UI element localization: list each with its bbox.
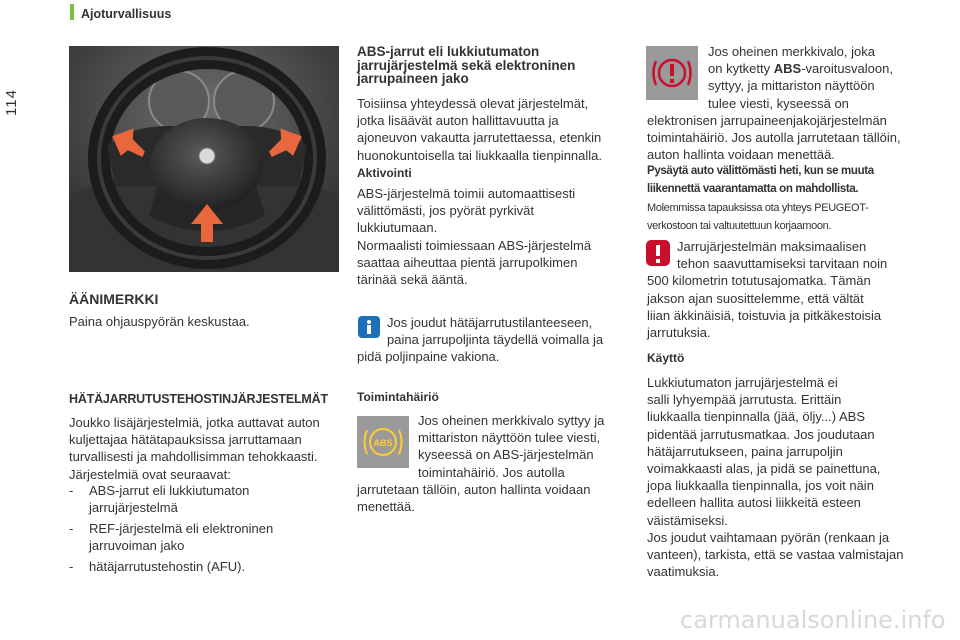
system-list-item: - REF-järjestelmä eli elektroninen jarruvoiman jako [69,521,274,554]
emergency-intro: Joukko lisäjärjestelmiä, jotka auttavat auton kuljettajaa hätätapauksissa jarruttamaan turvallisesti ja mahdollisimman tehokkaasti. Järjestelmiä ovat seuraavat: [69,415,320,482]
steering-wheel-photo [69,46,339,272]
svg-text:ABS: ABS [373,438,393,448]
horn-text: Paina ohjauspyörän keskustaa. [69,314,250,329]
page-number: 114 [3,89,20,116]
horn-heading: ÄÄNIMERKKI [69,291,159,307]
activation-text: ABS-järjestelmä toimii automaattisesti välittömästi, jos pyörät pyrkivät lukkiutumaan. Normaalisti toimiessaan ABS-järjestelmä saattaa aiheuttaa pientä jarrupolkimen tärinää sekä ääntä. [357,186,592,288]
info-note: Jos joudut hätäjarrutustilanteeseen, paina jarrupoljinta täydellä voimalla ja pidä poljinpaine vakiona. [357,315,604,365]
brake-warning-text: Jos oheinen merkkivalo, joka on kytketty ABS-varoitusvaloon, syttyy, ja mittariston näyttöön tulee viesti, kyseessä on elektronisen jarrupaineenjakojärjestelmän toimintahäiriö. Jos autolla jarrutetaan tällöin, auton hallinta voidaan menettää. Pysäytä auto välittömästi heti, kun se muuta liikennettä vaarantamatta on mahdollista. Molemmissa tapauksissa ota yhteys PEUGEOT- verkostoon tai valtuutettuun korjaamoon. [647,44,901,232]
fault-heading: Toimintahäiriö [357,390,439,404]
system-list-item: - hätäjarrutustehostin (AFU). [69,559,246,574]
abs-section-heading: ABS-jarrut eli lukkiutumaton jarrujärjestelmä sekä elektroninen jarrupaineen jako [357,44,576,86]
section-accent-bar [70,4,74,20]
usage-text: Lukkiutumaton jarrujärjestelmä ei salli lyhyempää jarrutusta. Erittäin liukkaalla tienpinnalla (jää, öljy...) ABS pidentää jarrutusmatkaa. Jos joudutaan hätäjarrutukseen, paina jarrupoljin voimakkaasti alas, ja pidä se painettuna, jopa liukkaalla tienpinnalla, jos voit näin edelleen hallita autosi liikkeitä esteen väistämiseksi. Jos joudut vaihtamaan pyörän (renkaan ja vanteen), tarkista, että se vastaa valmistajan vaatimuksia. [647,375,904,580]
watermark: carmanualsonline.info [680,606,946,634]
caution-text: Jarrujärjestelmän maksimaalisen tehon saavuttamiseksi tarvitaan noin 500 kilometrin totutusajomatka. Tämän jakson ajan suosittelemme, että vältät liian äkkinäisiä, toistuvia ja pitkäkestoisia jarrutuksia. [647,239,888,341]
emergency-heading: HÄTÄJARRUTUSTEHOSTINJÄRJESTELMÄT [69,392,328,406]
steering-wheel-illustration [69,46,339,272]
system-list-item: - ABS-jarrut eli lukkiutumaton jarrujärjestelmä [69,483,250,516]
activation-heading: Aktivointi [357,166,412,180]
section-title: Ajoturvallisuus [81,7,172,21]
usage-heading: Käyttö [647,351,685,365]
fault-text: Jos oheinen merkkivalo syttyy ja mittariston näyttöön tulee viesti, kyseessä on ABS-järjestelmän toimintahäiriö. Jos autolla jarrutetaan tällöin, auton hallinta voidaan menettää. [357,413,605,515]
abs-intro: Toisiinsa yhteydessä olevat järjestelmät, jotka lisäävät auton hallittavuutta ja ajoneuvon vakautta jarrutettaessa, etenkin huonokuntoisella tai liukkaalla tienpinnalla. [357,96,603,163]
